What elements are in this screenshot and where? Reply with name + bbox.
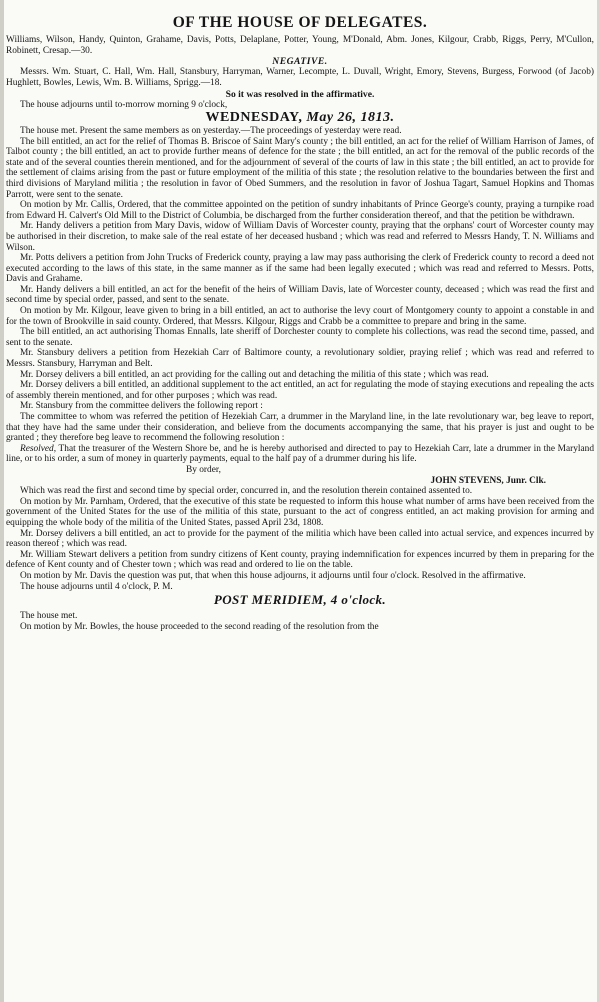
paragraph-ennalls-bill: The bill entitled, an act authorising Thomas Ennalls, late sheriff of Dorchester county to complete his collections, was read the second time, passed, and sent to the senate. [6,327,594,348]
paragraph-concurred: Which was read the first and second time by special order, concurred in, and the resolution therein contained assented to. [20,486,473,497]
paragraph-militia-payment: Mr. Dorsey delivers a bill entitled, an act to provide for the payment of the militia which have been called into actual service, and expences incurred by reason thereof ; which was read. [6,528,594,550]
paragraph-trucks-petition: Mr. Potts delivers a petition from John Trucks of Frederick county, praying a law may pass authorising the clerk of Frederick county to record a deed not executed according to the laws of this state, in the same manner as if the same had been legally executed ; which was read and referred to Messrs. Potts, Davis and Grahame. [6,253,594,285]
post-meridiem-heading: POST MERIDIEM, 4 o'clock. [213,592,387,608]
resolution-text: That the treasurer of the Western Shore be, and he is hereby authorised and directed to pay to Hezekiah Carr, late a drummer in the Maryland line, or to his order, a sum of money in quarterly payments, equal to the half pay of a drummer during his life. [6,443,594,465]
nays-names: Messrs. Wm. Stuart, C. Hall, Wm. Hall, Stansbury, Harryman, Warner, Lecompte, L. Duvall, Wright, Emory, Stevens, Burgess, Forwood (of Jacob) Hughlett, Bowles, Lewis, Wm. B. Williams, Sprigg.—18. [6,67,594,88]
paragraph-bills-sent: The bill entitled, an act for the relief of Thomas B. Briscoe of Saint Mary's county ; the bill entitled, an act for the relief of William Harrison of James, of Talbot county ; the bill entitled, an act to provide further means of defence for the state ; the bill entitled, an act for the removal of the public records of the state and of the several counties therein mentioned, and for the adjournment of several of the courts of law in this state ; the bill entitled, an act to provide for the settlement of claims arising from the past or future employment of the militia of this state ; the resolution relative to the boundaries between the first and third divisions of Maryland militia ; the resolution in favor of Obed Summers, and the resolution in favor of Joshua Tagart, Samuel Hopkins and Thomas Parrott, were sent to the senate. [6,136,594,200]
paragraph-executions-bill: Mr. Dorsey delivers a bill entitled, an additional supplement to the act entitled, an act for regulating the mode of staying executions and repealing the acts of assembly therein mentioned, and for other purposes ; which was read. [6,380,594,401]
paragraph-kilgour-motion: On motion by Mr. Kilgour, leave given to bring in a bill entitled, an act to authorise the levy court of Montgomery county to appoint a constable in and for the town of Brookville in said county. Ordered, that Messrs. Kilgour, Riggs and Crabb be a committee to prepare and bring in the same. [6,306,594,327]
paragraph-davis-petition: Mr. Handy delivers a petition from Mary Davis, widow of William Davis of Worcester county, praying that the orphans' court of Worcester county may be authorised in their discretion, to make sale of the real estate of her deceased husband ; which was read and referred to Messrs Handy, T. N. Williams and Wilson. [6,221,594,253]
negative-label: NEGATIVE. [272,56,328,68]
paragraph-report-intro: Mr. Stansbury from the committee delivers the following report : [20,401,263,412]
paragraph-house-met: The house met. Present the same members as on yesterday.—The proceedings of yesterday were read. [20,125,402,136]
resolved-line: So it was resolved in the affirmative. [225,89,375,101]
paragraph-house-met-pm: The house met. [20,611,78,622]
paragraph-heirs-bill: Mr. Handy delivers a bill entitled, an act for the benefit of the heirs of William Davis, late of Worcester county, deceased ; which was read the first and second time by special order, passed, and sent to the senate. [6,284,594,306]
paragraph-committee-report: The committee to whom was referred the petition of Hezekiah Carr, a drummer in the Maryland line, in the late revolutionary war, beg leave to report, that they have had the same under their consideration, and believe from the documents accompanying the same, that his prayer is just and ought to be granted ; they therefore beg leave to recommend the following resolution : [6,412,594,444]
paragraph-parnham-motion: On motion by Mr. Parnham, Ordered, that the executive of this state be requested to inform this house what number of arms have been received from the government of the United States for the use of the militia of this state, pursuant to the act of congress entitled, an act making provision for arming and equipping the whole body of the militia of the United States, passed April 23d, 1808. [6,496,594,528]
paragraph-carr-petition: Mr. Stansbury delivers a petition from Hezekiah Carr of Baltimore county, a revolutionary soldier, praying relief ; which was read and referred to Messrs. Stansbury, Harryman and Belt. [6,348,594,370]
date-heading [6,110,594,126]
resolved-lead: Resolved, [20,443,57,454]
page-title: OF THE HOUSE OF DELEGATES. [172,14,428,31]
date-day: WEDNESDAY, [205,109,303,125]
paragraph-callis-motion: On motion by Mr. Callis, Ordered, that the committee appointed on the petition of sundry inhabitants of Prince George's county, praying a turnpike road from Edward H. Calvert's Old Mill to the District of Columbia, be discharged from the further consideration thereof, and that the petition be withdrawn. [6,200,594,221]
paragraph-kent-petition: Mr. William Stewart delivers a petition from sundry citizens of Kent county, praying indemnification for expences incurred by them in preparing for the defence of Kent county and of Chester town ; which was read and ordered to lie on the table. [6,549,594,571]
date-value: May 26, 1813. [306,109,395,125]
signer: JOHN STEVENS, Junr. Clk. [430,475,546,486]
adjourn-line: The house adjourns until to-morrow morning 9 o'clock, [20,100,228,111]
paragraph-adjourn-pm: The house adjourns until 4 o'clock, P. M. [20,581,173,592]
by-order: By order, [186,464,221,475]
yeas-names: Williams, Wilson, Handy, Quinton, Grahame, Davis, Potts, Delaplane, Potter, Young, M'Donald, Abm. Jones, Kilgour, Crabb, Riggs, Perry, M'Cullon, Robinett, Cresap.—30. [6,35,594,56]
paragraph-resolution [6,444,594,465]
paragraph-militia-bill: Mr. Dorsey delivers a bill entitled, an act providing for the calling out and detaching the militia of this state ; which was read. [20,369,489,380]
paragraph-adjourn-four: On motion by Mr. Davis the question was put, that when this house adjourns, it adjourns until four o'clock. Resolved in the affirmative. [20,570,526,581]
paragraph-bowles-motion: On motion by Mr. Bowles, the house proceeded to the second reading of the resolution from the [20,621,379,632]
